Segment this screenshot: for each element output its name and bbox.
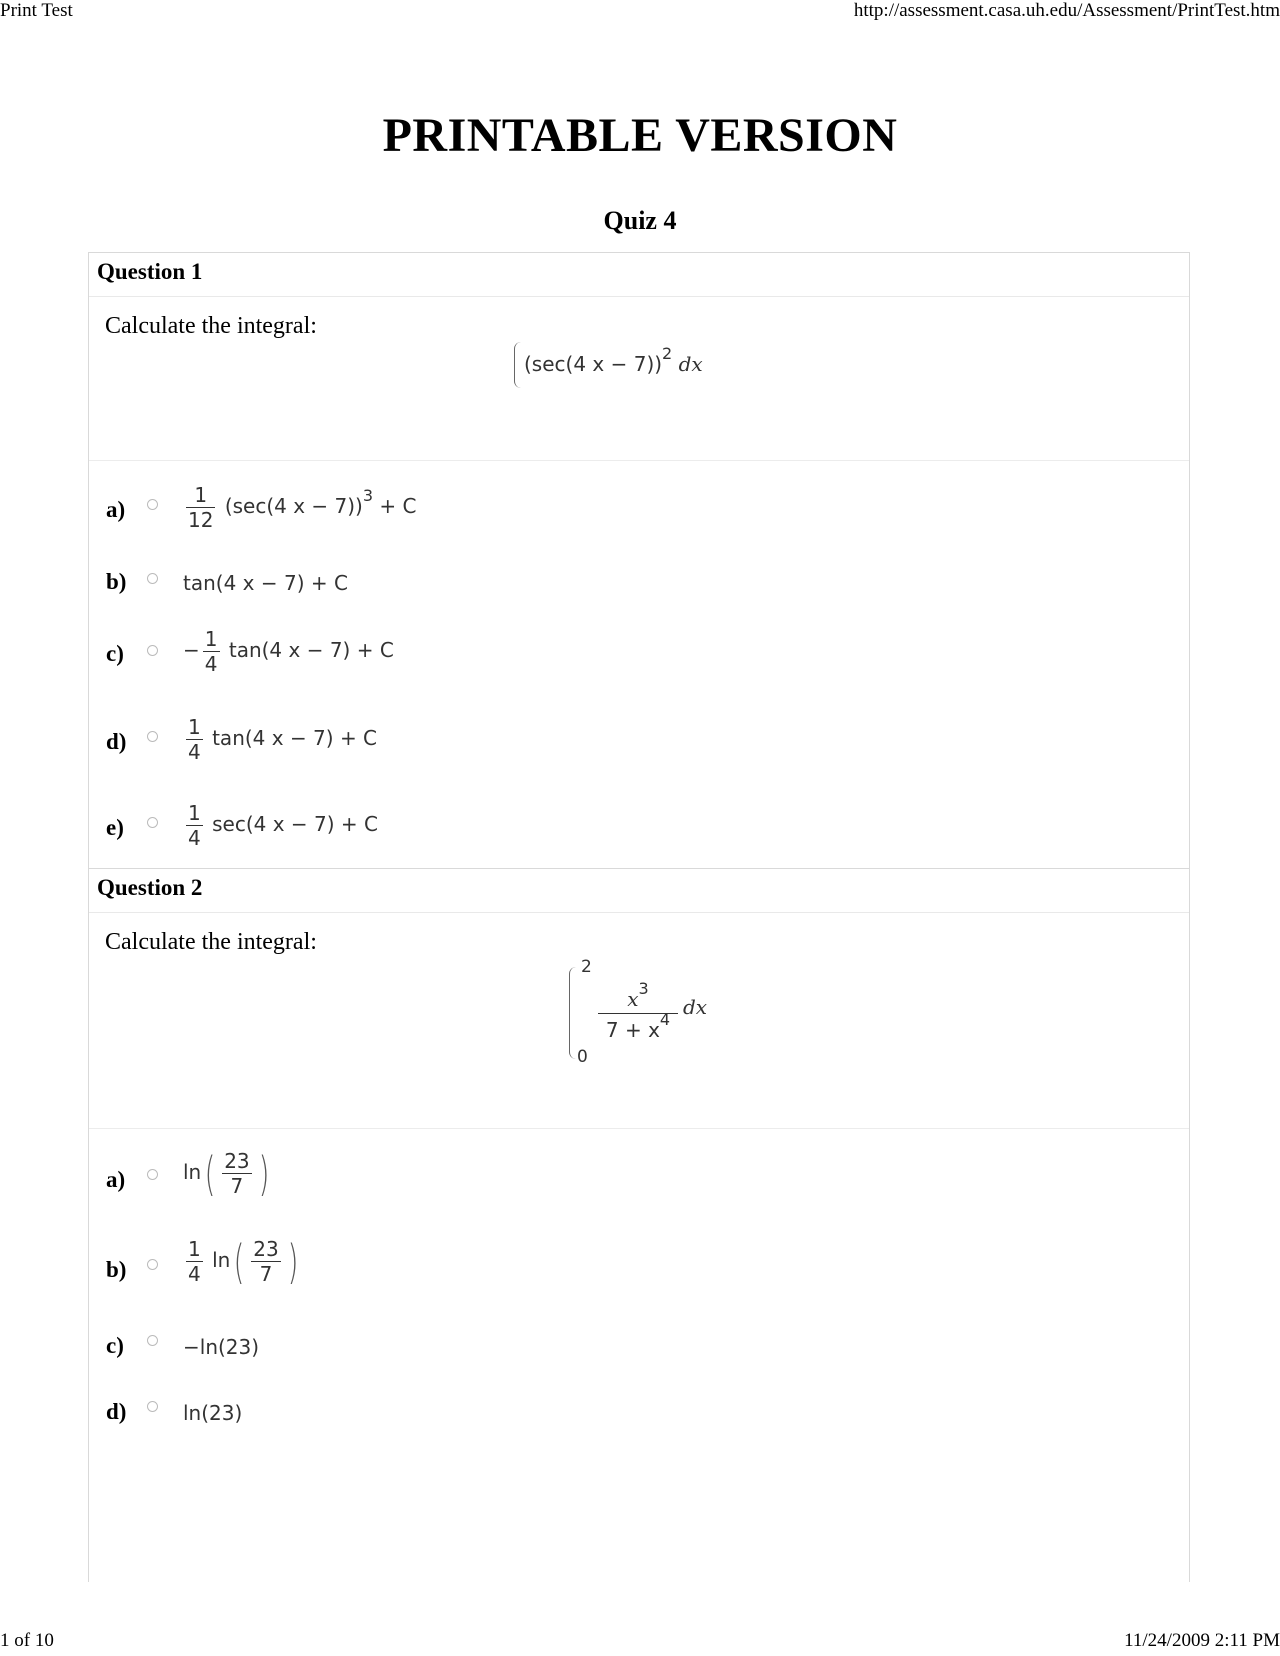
- choice-math: [183, 483, 416, 532]
- dx: dx: [678, 352, 703, 376]
- choice-1e[interactable]: [89, 791, 1189, 861]
- choice-label: b): [106, 569, 127, 594]
- dx: dx: [683, 995, 708, 1019]
- numerator-power: 3: [638, 979, 649, 998]
- radio-button[interactable]: [147, 499, 158, 510]
- question-2-body: [89, 913, 1189, 1129]
- question-2-prompt: Calculate the integral:: [105, 929, 317, 955]
- arg-num: 23: [253, 1237, 279, 1261]
- radio-button[interactable]: [147, 645, 158, 656]
- choice-fn: ln: [212, 1248, 231, 1272]
- left-paren: (: [204, 1146, 216, 1201]
- page-title: PRINTABLE VERSION: [382, 109, 898, 162]
- radio-button[interactable]: [147, 1335, 158, 1346]
- coef-den: 4: [204, 652, 218, 676]
- radio-button[interactable]: [147, 573, 158, 584]
- radio-button[interactable]: [147, 1169, 158, 1180]
- choice-sign: −: [183, 638, 200, 662]
- choice-expr: −ln(23): [183, 1335, 260, 1359]
- integral-sign: [569, 967, 576, 1059]
- choice-label: d): [106, 729, 127, 754]
- coef-num: 1: [204, 627, 218, 651]
- choice-expr: tan(4 x − 7) + C: [212, 726, 378, 750]
- header-page-title: Print Test: [0, 0, 73, 21]
- question-2-heading: Question 2: [89, 869, 1189, 913]
- question-1-body: [89, 297, 1189, 461]
- integrand-numerator: x: [627, 987, 639, 1011]
- choice-label: c): [106, 1333, 124, 1358]
- choice-math: [183, 1146, 273, 1201]
- radio-button[interactable]: [147, 1259, 158, 1270]
- choice-expr: ln(23): [183, 1401, 243, 1425]
- choice-2b[interactable]: [89, 1233, 1189, 1303]
- coef-num: 1: [188, 1237, 201, 1261]
- choice-expr: (sec(4 x − 7)): [224, 494, 363, 518]
- coef-num: 1: [188, 801, 201, 825]
- choice-1c[interactable]: [89, 617, 1189, 687]
- choice-expr: tan(4 x − 7) + C: [228, 638, 394, 662]
- choice-math: [183, 715, 377, 764]
- choice-tail: + C: [373, 494, 417, 518]
- question-1-prompt: Calculate the integral:: [105, 313, 317, 339]
- question-2-integral: [569, 957, 789, 1071]
- choice-1d[interactable]: [89, 705, 1189, 775]
- arg-den: 7: [259, 1262, 273, 1286]
- coef-den: 4: [188, 740, 201, 764]
- quiz-title: Quiz 4: [603, 206, 677, 235]
- coef-den: 4: [188, 1262, 201, 1286]
- radio-button[interactable]: [147, 731, 158, 742]
- choice-label: b): [106, 1257, 127, 1282]
- upper-limit: 2: [581, 957, 592, 977]
- choice-label: c): [106, 641, 124, 666]
- arg-num: 23: [224, 1149, 250, 1173]
- coef-den: 12: [188, 508, 214, 532]
- print-timestamp: 11/24/2009 2:11 PM: [1124, 1630, 1280, 1651]
- choice-expr: sec(4 x − 7) + C: [212, 812, 378, 836]
- integral-sign: [514, 342, 521, 388]
- radio-button[interactable]: [147, 817, 158, 828]
- coef-num: 1: [188, 715, 201, 739]
- choice-1a[interactable]: [89, 473, 1189, 543]
- choice-expr: tan(4 x − 7) + C: [183, 571, 348, 595]
- choice-2d[interactable]: [89, 1391, 1189, 1461]
- page-counter: 1 of 10: [0, 1630, 54, 1651]
- choice-label: a): [106, 497, 126, 522]
- choice-label: a): [106, 1167, 126, 1192]
- question-1-box: [88, 252, 1190, 869]
- arg-den: 7: [230, 1174, 244, 1198]
- choice-math: [183, 1234, 302, 1289]
- radio-button[interactable]: [147, 1401, 158, 1412]
- question-2-box: [88, 868, 1190, 1582]
- choice-math: [183, 627, 394, 676]
- integrand-denominator: 7 + x: [605, 1018, 660, 1042]
- right-paren: ): [287, 1234, 299, 1289]
- integrand: (sec(4 x − 7)): [524, 352, 663, 376]
- choice-label: e): [106, 815, 124, 840]
- choice-power: 3: [362, 486, 374, 505]
- integrand-power: 2: [662, 344, 673, 363]
- choice-2c[interactable]: [89, 1325, 1189, 1395]
- choice-math: [183, 801, 378, 850]
- coef-num: 1: [186, 483, 215, 508]
- choice-fn: ln: [183, 1160, 202, 1184]
- question-1-heading: Question 1: [89, 253, 1189, 297]
- choice-label: d): [106, 1399, 127, 1424]
- integrand-fraction: [598, 979, 678, 1044]
- choice-2a[interactable]: [89, 1147, 1189, 1217]
- header-url: http://assessment.casa.uh.edu/Assessment/PrintTest.htm: [853, 0, 1280, 21]
- coef-den: 4: [188, 826, 201, 850]
- denominator-power: 4: [659, 1010, 671, 1029]
- right-paren: ): [258, 1146, 270, 1201]
- left-paren: (: [233, 1234, 245, 1289]
- lower-limit: 0: [577, 1047, 588, 1067]
